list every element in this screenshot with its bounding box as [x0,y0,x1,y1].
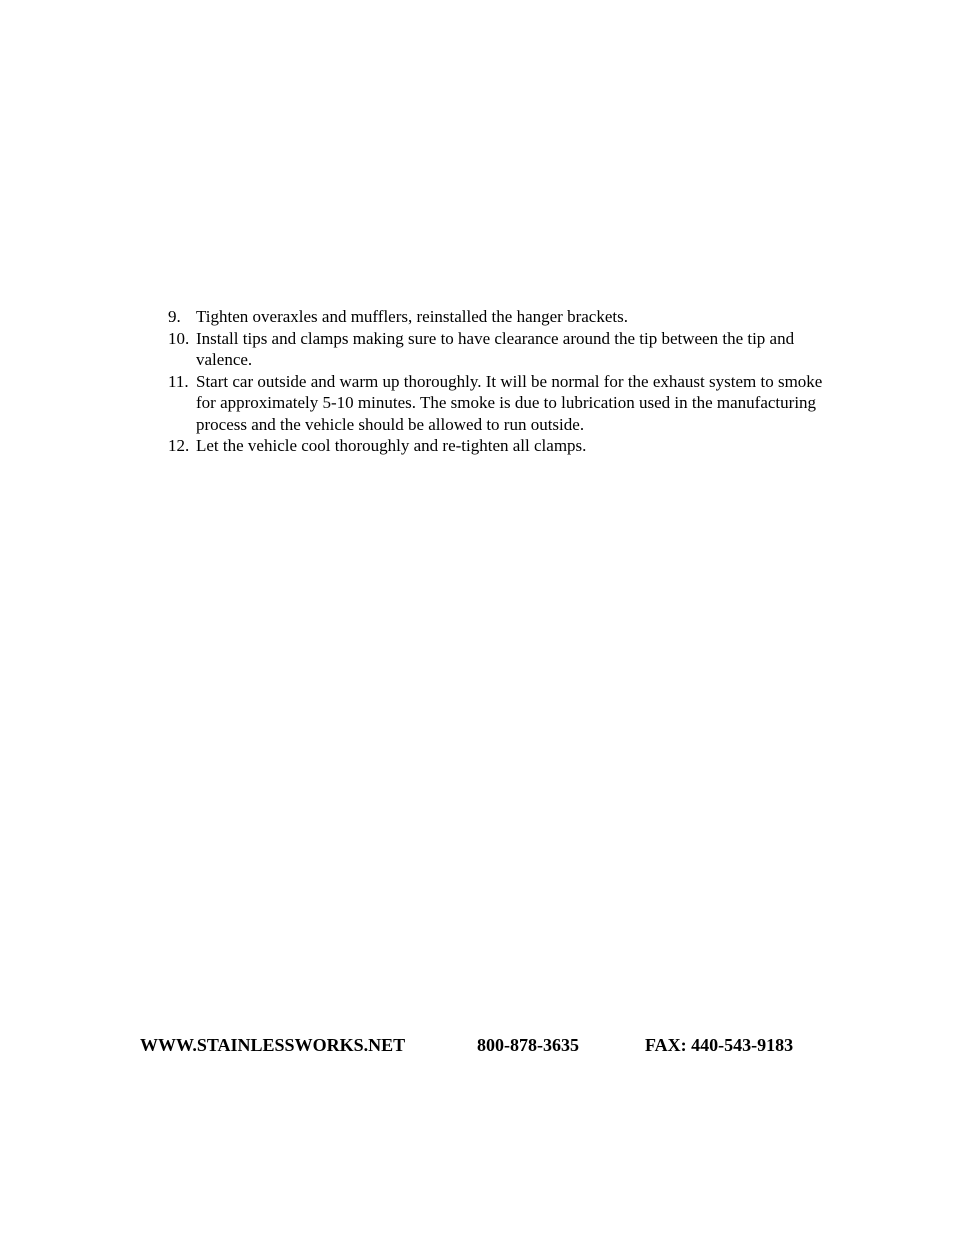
instruction-step-9 [168,306,828,328]
fax-number: FAX: 440-543-9183 [645,1035,794,1055]
step-text: Start car outside and warm up thoroughly. It will be normal for the exhaust system to smoke for approximately 5-10 minutes. The smoke is due to lubrication used in the manufacturing process and the vehicle should be allowed to run outside. [196,371,823,434]
step-text: Install tips and clamps making sure to have clearance around the tip between the tip and valence. [196,328,795,369]
phone-number: 800-878-3635 [477,1035,579,1055]
instruction-step-11 [168,371,828,436]
instruction-list [168,306,828,457]
step-number: 9. [168,307,181,326]
step-number: 12. [168,436,190,455]
step-number: 10. [168,328,190,348]
instruction-step-10 [168,328,828,371]
step-text: Let the vehicle cool thoroughly and re-tighten all clamps. [196,436,587,455]
instruction-step-12 [168,435,828,457]
step-text: Tighten overaxles and mufflers, reinstalled the hanger brackets. [196,307,628,326]
step-number: 11. [168,371,189,391]
website-text: WWW.STAINLESSWORKS.NET [140,1035,406,1055]
